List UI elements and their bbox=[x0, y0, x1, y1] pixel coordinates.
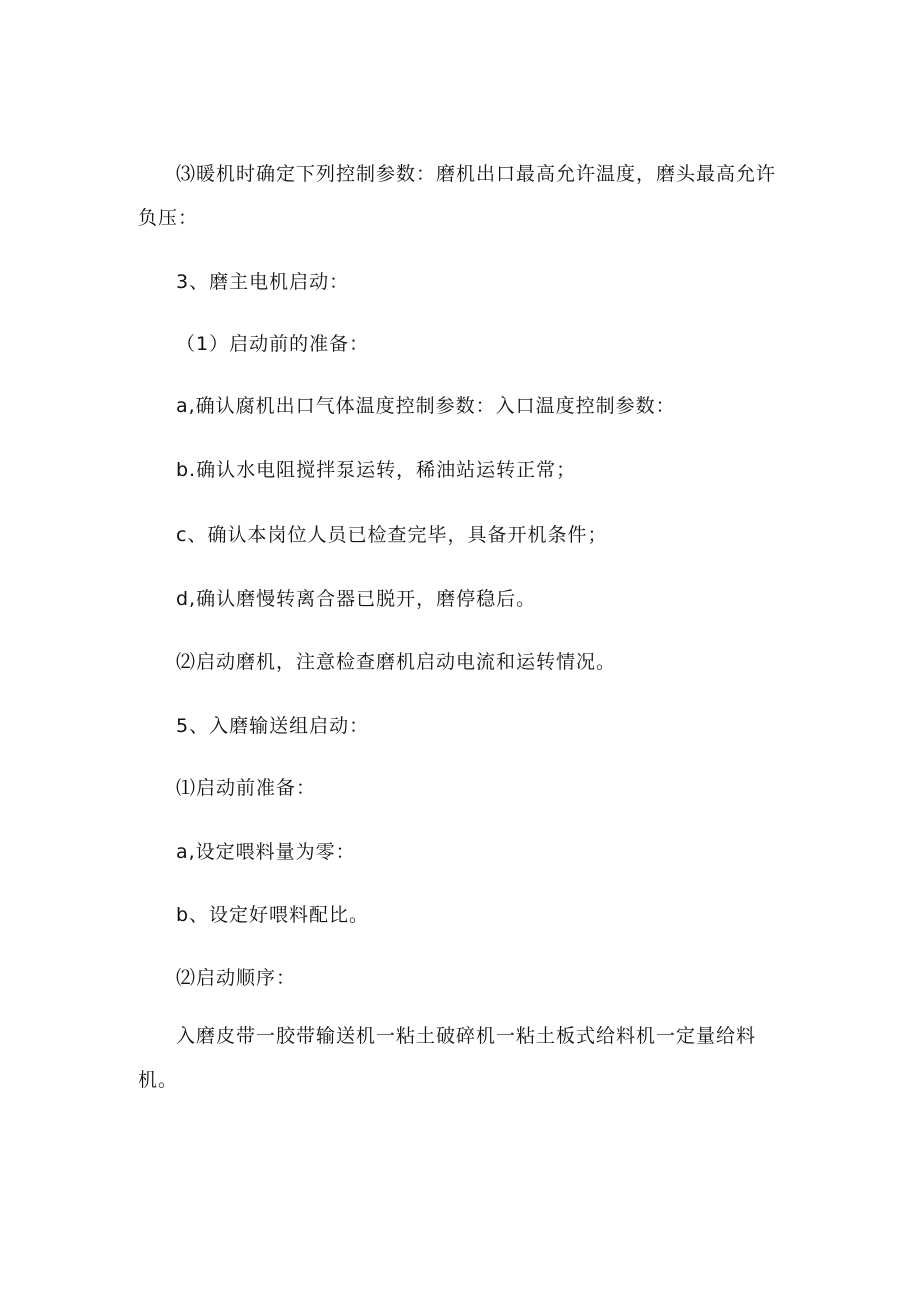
subsection-preparation-2: ⑴启动前准备： bbox=[176, 777, 317, 799]
paragraph-start-mill: ⑵启动磨机，注意检查磨机启动电流和运转情况。 bbox=[176, 651, 617, 673]
section-heading-mill-motor: 3、磨主电机启动： bbox=[176, 271, 350, 293]
section-heading-conveyor-group: 5、入磨输送组启动： bbox=[176, 715, 370, 737]
paragraph-start-order-cont: 机。 bbox=[138, 1069, 179, 1091]
list-item-b: b.确认水电阻搅拌泵运转，稀油站运转正常； bbox=[176, 459, 577, 481]
paragraph-warmup-params-cont: 负压： bbox=[138, 207, 199, 229]
list-item-a: a,确认腐机出口气体温度控制参数：入口温度控制参数： bbox=[176, 395, 676, 417]
subsection-start-order: ⑵启动顺序： bbox=[176, 967, 297, 989]
subsection-preparation: （1）启动前的准备： bbox=[176, 333, 370, 355]
list-item-a-2: a,设定喂料量为零： bbox=[176, 841, 356, 863]
list-item-d: d,确认磨慢转离合器已脱开，磨停稳后。 bbox=[176, 588, 537, 610]
paragraph-warmup-params: ⑶暖机时确定下列控制参数：磨机出口最高允许温度，磨头最高允许 bbox=[176, 163, 777, 185]
list-item-c: c、确认本岗位人员已检查完毕，具备开机条件； bbox=[176, 524, 608, 546]
paragraph-start-order: 入磨皮带一胶带输送机一粘土破碎机一粘土板式给料机一定量给料 bbox=[176, 1025, 757, 1047]
list-item-b-2: b、设定好喂料配比。 bbox=[176, 904, 370, 926]
